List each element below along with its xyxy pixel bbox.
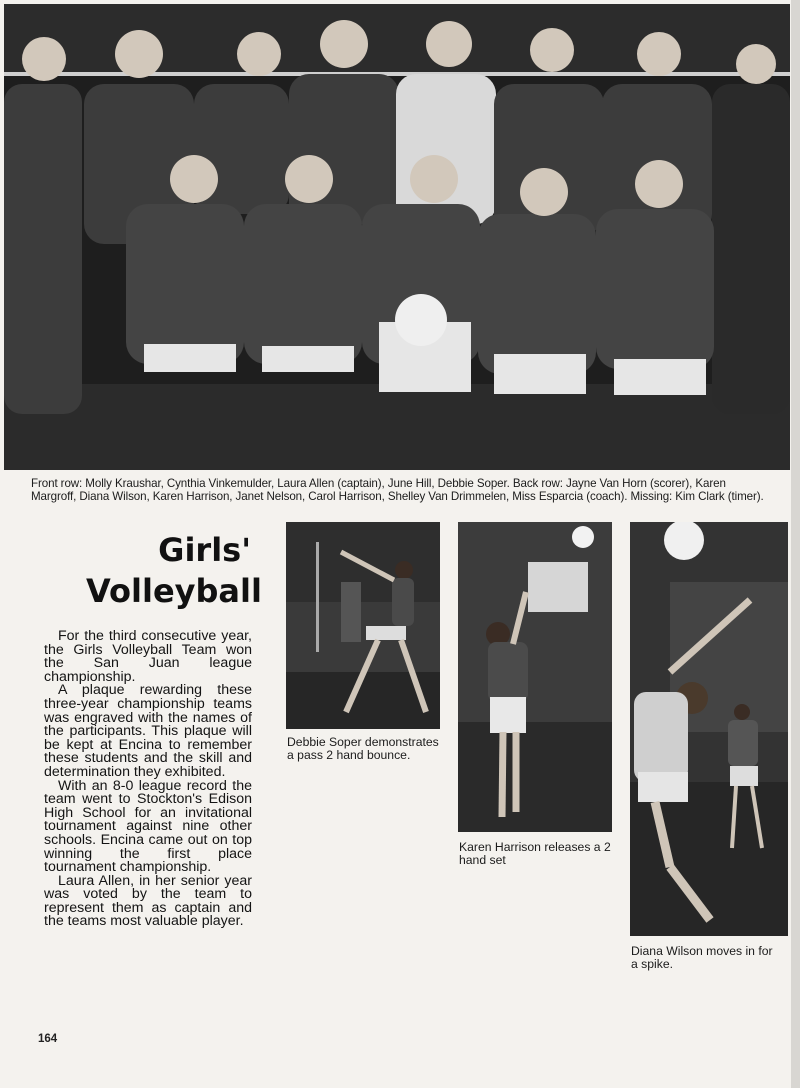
article-body	[44, 630, 252, 929]
action-photo-spike-caption: Diana Wilson moves in for a spike.	[631, 944, 773, 971]
page-number: 164	[38, 1033, 58, 1045]
action-photo-pass	[286, 522, 440, 729]
article-paragraph: Laura Allen, in her senior year was voted by the team to represent them as captain and the teams most valuable player.	[44, 872, 252, 930]
article-headline: Girls' Volleyball	[86, 531, 262, 610]
action-photo-set	[458, 522, 612, 832]
page-edge	[791, 0, 800, 1088]
action-photo-set-caption: Karen Harrison releases a 2 hand set	[459, 840, 611, 867]
article-paragraph: For the third consecutive year, the Girls Volleyball Team won the San Juan league championship.	[44, 628, 252, 685]
action-photo-pass-caption: Debbie Soper demonstrates a pass 2 hand bounce.	[287, 735, 439, 762]
article-paragraph: With an 8-0 league record the team went to Stockton's Edison High School for an invitational tournament against nine other schools. Encina came out on top winning the first place tournament championship.	[44, 777, 252, 876]
article-paragraph: A plaque rewarding these three-year championship teams was engraved with the names of the participants. This plaque will be kept at Encina to remember these students and the skill and determination they exhibited.	[44, 682, 252, 780]
action-photo-spike	[630, 522, 788, 936]
team-photo	[4, 4, 790, 470]
team-photo-caption: Front row: Molly Kraushar, Cynthia Vinkemulder, Laura Allen (captain), June Hill, Debbie Soper. Back row: Jayne Van Horn (scorer), Karen Margroff, Diana Wilson, Karen Harrison, Janet Nelson, Carol Harrison, Shelley Van Drimmelen, Miss Esparcia (coach). Missing: Kim Clark (timer).	[31, 477, 764, 503]
